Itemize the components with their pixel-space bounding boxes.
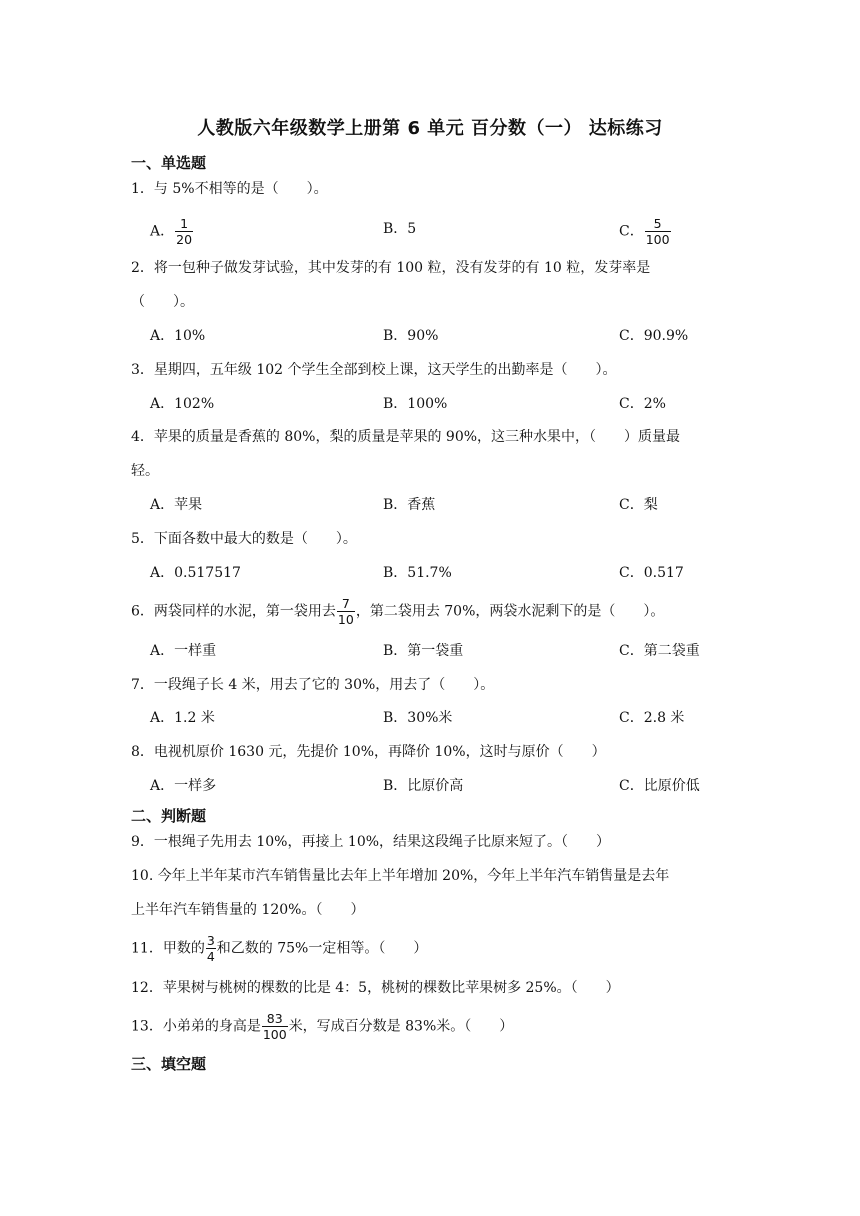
fraction bbox=[645, 217, 671, 246]
option-7b[interactable]: B．30%米 bbox=[383, 710, 453, 726]
numerator: 5 bbox=[653, 216, 662, 231]
question-text: 11．甲数的 bbox=[131, 940, 205, 957]
option-1a[interactable] bbox=[150, 217, 194, 246]
numerator: 7 bbox=[341, 596, 350, 611]
question-text: 和乙数的 75%一定相等。（ ） bbox=[216, 940, 428, 957]
fraction bbox=[262, 1012, 288, 1041]
option-3b[interactable]: B．100% bbox=[383, 396, 448, 412]
question-5: 5．下面各数中最大的数是（ ）。 bbox=[131, 531, 357, 547]
question-1: 1．与 5%不相等的是（ ）。 bbox=[131, 181, 328, 197]
section-heading-true-false: 二、判断题 bbox=[131, 807, 207, 825]
option-2b[interactable]: B．90% bbox=[383, 328, 439, 344]
question-text: 6．两袋同样的水泥，第一袋用去 bbox=[131, 603, 336, 620]
option-1c[interactable] bbox=[619, 217, 672, 246]
question-text: ，第二袋用去 70%，两袋水泥剩下的是（ ）。 bbox=[355, 603, 665, 620]
option-8c[interactable]: C．比原价低 bbox=[619, 778, 700, 794]
option-5c[interactable]: C．0.517 bbox=[619, 565, 684, 581]
question-2-line-2: （ ）。 bbox=[131, 294, 194, 310]
question-7: 7．一段绳子长 4 米，用去了它的 30%，用去了（ ）。 bbox=[131, 677, 495, 693]
option-8b[interactable]: B．比原价高 bbox=[383, 778, 464, 794]
question-10-line-2: 上半年汽车销售量的 120%。（ ） bbox=[131, 902, 365, 918]
option-3a[interactable]: A．102% bbox=[150, 396, 215, 412]
denominator: 20 bbox=[176, 232, 193, 247]
question-4-line-2: 轻。 bbox=[131, 463, 159, 479]
section-heading-single-choice: 一、单选题 bbox=[131, 154, 207, 172]
option-2c[interactable]: C．90.9% bbox=[619, 328, 689, 344]
numerator: 3 bbox=[206, 933, 215, 948]
question-10-line-1: 10. 今年上半年某市汽车销售量比去年上半年增加 20%，今年上半年汽车销售量是去年 bbox=[131, 868, 670, 884]
denominator: 100 bbox=[645, 232, 670, 247]
question-8: 8．电视机原价 1630 元，先提价 10%，再降价 10%，这时与原价（ ） bbox=[131, 744, 606, 760]
option-4a[interactable]: A．苹果 bbox=[150, 497, 203, 513]
option-label: A． bbox=[150, 223, 175, 240]
question-11 bbox=[131, 934, 427, 963]
numerator: 83 bbox=[266, 1011, 283, 1026]
denominator: 10 bbox=[337, 612, 354, 627]
option-1b[interactable]: B．5 bbox=[383, 221, 417, 237]
question-4-line-1: 4．苹果的质量是香蕉的 80%，梨的质量是苹果的 90%，这三种水果中，（ ）质量最 bbox=[131, 429, 681, 445]
option-2a[interactable]: A．10% bbox=[150, 328, 206, 344]
fraction bbox=[337, 597, 355, 626]
question-13 bbox=[131, 1012, 513, 1041]
option-label: C． bbox=[619, 223, 644, 240]
denominator: 100 bbox=[262, 1027, 287, 1042]
option-6c[interactable]: C．第二袋重 bbox=[619, 643, 700, 659]
option-4c[interactable]: C．梨 bbox=[619, 497, 658, 513]
fraction bbox=[206, 934, 216, 963]
denominator: 4 bbox=[206, 949, 215, 964]
option-6a[interactable]: A．一样重 bbox=[150, 643, 217, 659]
option-5b[interactable]: B．51.7% bbox=[383, 565, 452, 581]
question-text: 13．小弟弟的身高是 bbox=[131, 1018, 261, 1035]
question-3: 3．星期四，五年级 102 个学生全部到校上课，这天学生的出勤率是（ ）。 bbox=[131, 362, 617, 378]
option-4b[interactable]: B．香蕉 bbox=[383, 497, 436, 513]
option-6b[interactable]: B．第一袋重 bbox=[383, 643, 464, 659]
page-title: 人教版六年级数学上册第 6 单元 百分数（一） 达标练习 bbox=[197, 118, 663, 139]
option-7c[interactable]: C．2.8 米 bbox=[619, 710, 685, 726]
question-text: 米，写成百分数是 83%米。（ ） bbox=[288, 1018, 514, 1035]
question-6 bbox=[131, 597, 664, 626]
option-5a[interactable]: A．0.517517 bbox=[150, 565, 241, 581]
question-12: 12．苹果树与桃树的棵数的比是 4：5，桃树的棵数比苹果树多 25%。（ ） bbox=[131, 980, 620, 996]
question-2-line-1: 2．将一包种子做发芽试验，其中发芽的有 100 粒，没有发芽的有 10 粒，发芽率是 bbox=[131, 260, 651, 276]
option-8a[interactable]: A．一样多 bbox=[150, 778, 217, 794]
question-9: 9．一根绳子先用去 10%，再接上 10%，结果这段绳子比原来短了。（ ） bbox=[131, 834, 611, 850]
option-3c[interactable]: C．2% bbox=[619, 396, 666, 412]
numerator: 1 bbox=[180, 216, 189, 231]
section-heading-fill-blank: 三、填空题 bbox=[131, 1055, 207, 1073]
fraction bbox=[175, 217, 193, 246]
option-7a[interactable]: A．1.2 米 bbox=[150, 710, 215, 726]
